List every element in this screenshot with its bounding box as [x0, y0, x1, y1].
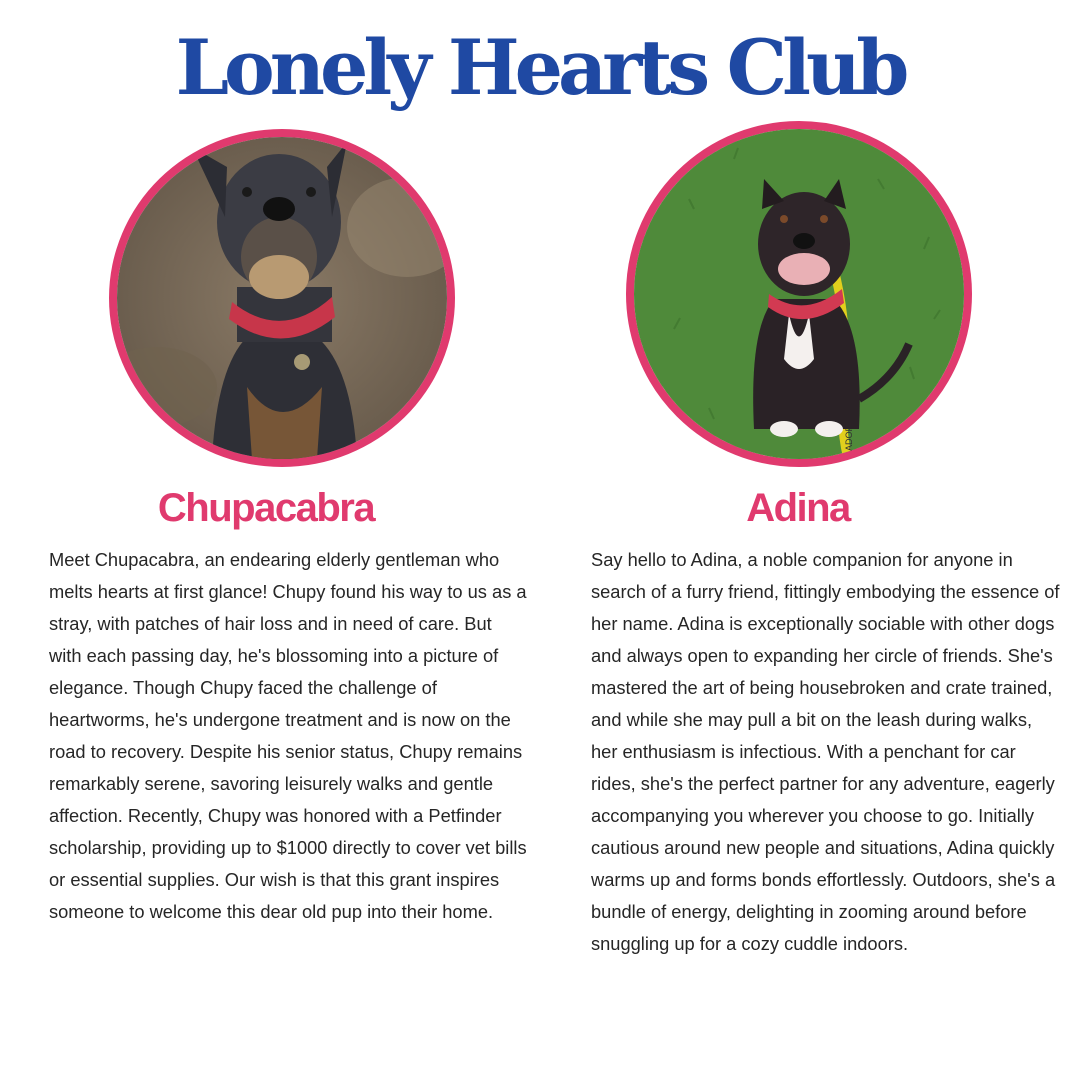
chupacabra-photo: [109, 129, 455, 467]
pet-bio: Meet Chupacabra, an endearing elderly gentleman who melts hearts at first glance! Chupy found his way to us as a stray, with patches of hair loss and in need of care. But with each passing day, he's blossoming into a picture of elegance. Though Chupy faced the challenge of heartworms, he's undergone treatment and is now on the road to recovery. Despite his senior status, Chupy remains remarkably serene, savoring leisurely walks and gentle affection. Recently, Chupy was honored with a Petfinder scholarship, providing up to $1000 directly to cover vet bills or essential supplies. Our wish is that this grant inspires someone to welcome this dear old pup into their home.: [49, 549, 527, 922]
adina-photo: [626, 121, 972, 467]
pet-name: Adina: [746, 486, 850, 530]
page-title: Lonely Hearts Club: [175, 23, 905, 112]
pet-name: Chupacabra: [157, 486, 375, 530]
pet-bio: Say hello to Adina, a noble companion for anyone in search of a furry friend, fittingly embodying the essence of her name. Adina is exceptionally sociable with other dogs and always open to expanding her circle of friends. She's mastered the art of being housebroken and crate trained, and while she may pull a bit on the leash during walks, her enthusiasm is infectious. With a penchant for car rides, she's the perfect partner for any adventure, eagerly accompanying you wherever you choose to go. Initially cautious around new people and situations, Adina quickly warms up and forms bonds effortlessly. Outdoors, she's a bundle of energy, delighting in zooming around before snuggling up for a cozy cuddle indoors.: [591, 549, 1060, 954]
